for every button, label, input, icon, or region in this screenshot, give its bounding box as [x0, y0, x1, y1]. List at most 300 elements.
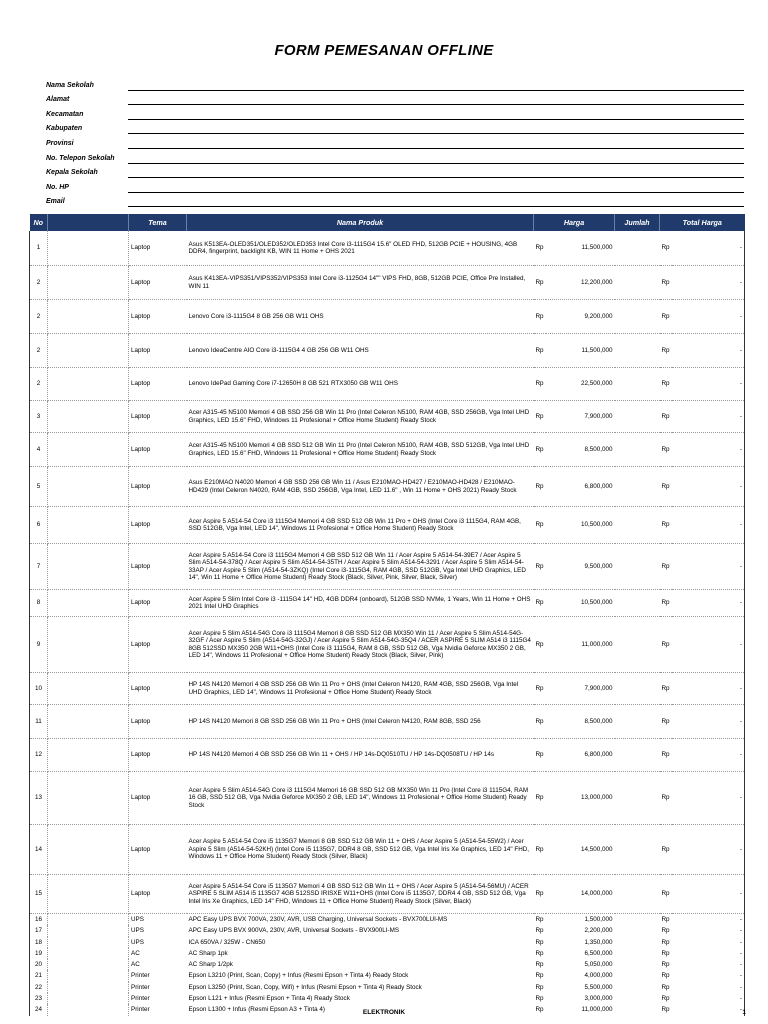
cell-tema: Laptop [129, 334, 187, 368]
cell-total-harga: - [672, 705, 745, 739]
cell-no: 13 [30, 772, 48, 825]
cell-total-harga: - [672, 970, 745, 981]
cell-no: 17 [30, 925, 48, 936]
cell-blank [48, 914, 129, 926]
cell-jumlah[interactable] [615, 368, 660, 401]
cell-blank [48, 739, 129, 772]
info-field-row [46, 120, 744, 135]
cell-blank [48, 875, 129, 914]
col-header-blank [48, 214, 129, 231]
table-row [30, 334, 745, 368]
cell-no: 10 [30, 673, 48, 705]
info-field-row [46, 76, 744, 91]
footer-page-number: 1 [742, 1009, 746, 1016]
cell-total-harga: - [672, 231, 745, 266]
cell-nama-produk: APC Easy UPS BVX 900VA, 230V, AVR, Universal Sockets - BVX900LI-MS [188, 927, 400, 935]
cell-total-currency: Rp [660, 875, 672, 914]
cell-no: 21 [30, 970, 48, 981]
cell-jumlah[interactable] [615, 673, 660, 705]
col-header-nama-produk: Nama Produk [187, 214, 534, 231]
cell-nama-produk: Acer Aspire 5 Slim A514-54G Core i3 1115G4 Memori 16 GB SSD 512 GB MX350 Win 11 Pro (Intel Core i3 1115G4, RAM 16 GB, SSD 512 GB, Vga Nvidia Geforce MX350 2 GB, LED 14", Windows 11 Profesional + Office Home Student) Ready Stock [187, 772, 534, 825]
cell-total-harga: - [672, 925, 745, 936]
info-field-row [46, 134, 744, 149]
cell-blank [48, 300, 129, 334]
cell-no: 2 [30, 368, 48, 401]
cell-jumlah[interactable] [615, 507, 660, 544]
cell-total-currency: Rp [661, 983, 670, 991]
cell-no: 18 [30, 937, 48, 948]
cell-harga: 11,500,000 [546, 231, 615, 266]
cell-total-harga: - [672, 368, 745, 401]
info-field-label: Alamat [46, 96, 70, 104]
cell-harga: 6,500,000 [584, 949, 613, 957]
table-row [30, 544, 745, 590]
cell-jumlah[interactable] [615, 937, 660, 948]
cell-tema: Laptop [129, 433, 187, 467]
cell-harga: 2,200,000 [584, 927, 613, 935]
table-row [30, 231, 745, 266]
cell-harga-currency: Rp [534, 544, 546, 590]
cell-total-currency: Rp [660, 673, 672, 705]
cell-total-currency: Rp [660, 433, 672, 467]
info-field-row [46, 178, 744, 193]
cell-jumlah[interactable] [615, 959, 660, 970]
cell-no: 9 [30, 617, 48, 673]
cell-blank [48, 544, 129, 590]
cell-jumlah[interactable] [615, 334, 660, 368]
cell-jumlah[interactable] [615, 772, 660, 825]
cell-tema: Laptop [129, 266, 187, 300]
cell-jumlah[interactable] [615, 914, 660, 926]
cell-tema: Printer [131, 983, 150, 991]
table-row [30, 993, 745, 1004]
cell-no: 8 [30, 590, 48, 617]
cell-tema: UPS [131, 915, 144, 923]
info-field-label: Kecamatan [46, 110, 84, 118]
cell-no: 4 [30, 433, 48, 467]
cell-harga: 4,000,000 [584, 972, 613, 980]
cell-tema: Laptop [129, 507, 187, 544]
cell-blank [48, 266, 129, 300]
cell-nama-produk: Asus K413EA-VIPS351/VIPS352/VIPS353 Intel Core i3-1125G4 14"" VIPS FHD, 8GB, 512GB PCIE, Office Pre Installed, WIN 11 [187, 266, 534, 300]
cell-blank [48, 993, 129, 1004]
cell-no: 24 [30, 1004, 48, 1015]
cell-blank [48, 590, 129, 617]
cell-harga: 9,500,000 [546, 544, 615, 590]
cell-harga-currency: Rp [534, 825, 546, 875]
cell-total-currency: Rp [661, 927, 670, 935]
table-row [30, 266, 745, 300]
cell-total-currency: Rp [660, 368, 672, 401]
cell-tema: Laptop [129, 825, 187, 875]
cell-total-harga: - [672, 875, 745, 914]
cell-harga-currency: Rp [535, 961, 544, 969]
cell-tema: Laptop [129, 231, 187, 266]
cell-blank [48, 825, 129, 875]
cell-tema: Printer [131, 1006, 150, 1014]
table-row [30, 507, 745, 544]
cell-nama-produk: APC Easy UPS BVX 700VA, 230V, AVR, USB Charging, Universal Sockets - BVX700LUI-MS [188, 915, 448, 923]
cell-nama-produk: AC Sharp 1/2pk [188, 961, 233, 969]
cell-blank [48, 982, 129, 993]
cell-harga-currency: Rp [534, 368, 546, 401]
cell-harga: 11,000,000 [581, 1006, 613, 1014]
cell-no: 14 [30, 825, 48, 875]
info-field-label: Kabupaten [46, 125, 83, 133]
col-header-tema: Tema [129, 214, 187, 231]
cell-harga-currency: Rp [535, 983, 544, 991]
col-header-no: No [30, 214, 48, 231]
cell-no: 12 [30, 739, 48, 772]
cell-total-currency: Rp [660, 705, 672, 739]
table-row [30, 401, 745, 433]
cell-tema: Laptop [129, 300, 187, 334]
cell-tema: Laptop [129, 772, 187, 825]
cell-total-currency: Rp [660, 507, 672, 544]
cell-total-currency: Rp [660, 825, 672, 875]
info-field-line[interactable] [128, 139, 744, 149]
cell-blank [48, 959, 129, 970]
cell-tema: Laptop [129, 590, 187, 617]
cell-harga: 8,500,000 [546, 705, 615, 739]
page-title: FORM PEMESANAN OFFLINE [274, 42, 494, 59]
cell-harga: 22,500,000 [546, 368, 615, 401]
cell-total-currency: Rp [661, 938, 670, 946]
cell-harga-currency: Rp [534, 772, 546, 825]
cell-blank [48, 507, 129, 544]
table-row [30, 705, 745, 739]
cell-total-currency: Rp [660, 590, 672, 617]
info-field-line[interactable] [128, 183, 744, 193]
school-info-block [46, 76, 744, 207]
cell-harga-currency: Rp [535, 972, 544, 980]
cell-harga-currency: Rp [534, 875, 546, 914]
cell-blank [48, 231, 129, 266]
cell-blank [48, 673, 129, 705]
cell-harga: 14,000,000 [546, 875, 615, 914]
cell-no: 2 [30, 300, 48, 334]
cell-harga-currency: Rp [534, 673, 546, 705]
cell-total-harga: - [672, 433, 745, 467]
cell-total-currency: Rp [660, 401, 672, 433]
table-row [30, 970, 745, 981]
cell-tema: Laptop [129, 673, 187, 705]
cell-nama-produk: Asus K513EA-OLED351/OLED352/OLED353 Intel Core i3-1115G4 15.6" OLED FHD, 512GB PCIE + HOUSING, 4GB DDR4, fingerprint, backlight KB, WIN 11 Home + OHS 2021 [187, 231, 534, 266]
table-header-row [30, 214, 745, 231]
cell-total-currency: Rp [661, 995, 670, 1003]
cell-harga-currency: Rp [534, 739, 546, 772]
info-field-label: Provinsi [46, 139, 74, 147]
cell-harga-currency: Rp [534, 266, 546, 300]
cell-harga: 6,800,000 [546, 739, 615, 772]
cell-harga-currency: Rp [534, 231, 546, 266]
cell-nama-produk: Lenovo IdePad Gaming Core i7-12650H 8 GB 521 RTX3050 GB W11 OHS [187, 368, 534, 401]
cell-tema: Laptop [129, 705, 187, 739]
cell-nama-produk: Epson L1300 + Infus (Resmi Epson A3 + Tinta 4) [188, 1006, 326, 1014]
cell-blank [48, 334, 129, 368]
cell-nama-produk: Acer Aspire 5 A514-54 Core i3 1115G4 Memori 4 GB SSD 512 GB Win 11 / Acer Aspire 5 A514-54-39E7 / Acer Aspire 5 Slim A514-54-378Q / Acer Aspire 5 Slim A514-54-35TH / Acer Aspire 5 Slim A514-54-3291 / Acer Aspire 5 Slim A514-54-33AP / Acer Aspire 5 Slim (A514-54-3ZKQ) (Intel Core i3-1115G4, RAM 4GB, SSD 512GB, Vga Intel UHD Graphics, LED 14", Win 11 Home + Office Home Student) Ready Stock (Black, Silver, Pink, Silver, Black, Silver) [187, 544, 534, 590]
cell-harga: 11,000,000 [546, 617, 615, 673]
cell-harga: 7,900,000 [546, 673, 615, 705]
cell-no: 11 [30, 705, 48, 739]
cell-tema: AC [131, 949, 140, 957]
info-field-line[interactable] [128, 95, 744, 105]
cell-blank [48, 772, 129, 825]
table-row [30, 368, 745, 401]
cell-jumlah[interactable] [615, 705, 660, 739]
cell-harga: 1,500,000 [584, 915, 613, 923]
table-row [30, 925, 745, 936]
cell-jumlah[interactable] [615, 401, 660, 433]
cell-total-harga: - [672, 401, 745, 433]
cell-nama-produk: Epson L121 + Infus (Resmi Epson + Tinta 4) Ready Stock [188, 995, 350, 1003]
cell-nama-produk: Acer Aspire 5 Slim A514-54G Core i3 1115G4 Memori 8 GB SSD 512 GB MX350 Win 11 / Acer Aspire 5 Slim A514-54G-32GF / Acer Aspire 5 Slim (A514-54G-32GJ) / Acer Aspire 5 Slim A514-54G-35Q4 / ACER ASPIRE 5 SLIM A514 i3 1115G4 8GB 512SSD MX350 2GB W11+OHS (Intel Core i3 1115G4, RAM 8 GB, SSD 512 GB, Vga Nvidia Geforce MX350 2 GB, LED 14", Windows 11 Profesional + Office Home Student) Ready Stock (Black, Silver, Pink) [187, 617, 534, 673]
cell-blank [48, 368, 129, 401]
cell-harga-currency: Rp [535, 927, 544, 935]
cell-harga: 8,500,000 [546, 433, 615, 467]
cell-nama-produk: Acer Aspire 5 A514-54 Core i5 1135G7 Memori 8 GB SSD 512 GB Win 11 + OHS / Acer Aspire 5 (A514-54-55W2) / Acer Aspire 5 Slim (A514-54-52KH) (Intel Core i5 1135G7, DDR4 8 GB, SSD 512 GB, Vga Intel Iris Xe Graphics, LED 14" FHD, Windows 11 + Office Home Student) Ready Stock (Silver, Black) [187, 825, 534, 875]
info-field-line[interactable] [128, 197, 744, 207]
cell-total-currency: Rp [660, 739, 672, 772]
cell-jumlah[interactable] [615, 231, 660, 266]
cell-harga: 6,800,000 [546, 467, 615, 507]
table-row [30, 937, 745, 948]
cell-total-harga: - [672, 937, 745, 948]
cell-jumlah[interactable] [615, 300, 660, 334]
cell-blank [48, 617, 129, 673]
cell-total-currency: Rp [660, 617, 672, 673]
table-row [30, 982, 745, 993]
cell-harga: 12,200,000 [546, 266, 615, 300]
info-field-line[interactable] [128, 154, 744, 164]
cell-no: 2 [30, 334, 48, 368]
cell-no: 23 [30, 993, 48, 1004]
info-field-label: Nama Sekolah [46, 81, 94, 89]
cell-total-currency: Rp [660, 467, 672, 507]
cell-jumlah[interactable] [615, 266, 660, 300]
cell-total-harga: - [672, 467, 745, 507]
cell-harga: 9,200,000 [546, 300, 615, 334]
cell-jumlah[interactable] [615, 739, 660, 772]
info-field-row [46, 149, 744, 164]
cell-no: 19 [30, 948, 48, 959]
cell-no: 7 [30, 544, 48, 590]
cell-total-currency: Rp [660, 231, 672, 266]
cell-harga-currency: Rp [534, 507, 546, 544]
footer-section-label: ELEKTRONIK [362, 1009, 406, 1016]
info-field-line[interactable] [128, 81, 744, 91]
table-row [30, 467, 745, 507]
cell-harga: 7,900,000 [546, 401, 615, 433]
cell-total-harga: - [672, 300, 745, 334]
cell-tema: Laptop [129, 368, 187, 401]
cell-tema: Laptop [129, 467, 187, 507]
cell-jumlah[interactable] [615, 467, 660, 507]
cell-jumlah[interactable] [615, 993, 660, 1004]
cell-tema: Printer [131, 995, 150, 1003]
cell-total-harga: - [672, 825, 745, 875]
info-field-row [46, 105, 744, 120]
cell-nama-produk: HP 14S N4120 Memori 4 GB SSD 256 GB Win 11 + OHS / HP 14s-DQ0510TU / HP 14s-DQ0508TU / HP 14s [187, 739, 534, 772]
cell-harga: 13,000,000 [546, 772, 615, 825]
cell-total-currency: Rp [661, 1006, 670, 1014]
cell-total-harga: - [672, 993, 745, 1004]
cell-nama-produk: Epson L3210 (Print, Scan, Copy) + Infus (Resmi Epson + Tinta 4) Ready Stock [188, 972, 409, 980]
cell-total-currency: Rp [660, 334, 672, 368]
cell-tema: AC [131, 961, 140, 969]
cell-tema: Laptop [129, 401, 187, 433]
cell-nama-produk: ICA 650VA / 325W - CN650 [188, 938, 266, 946]
cell-harga-currency: Rp [534, 467, 546, 507]
table-row [30, 959, 745, 970]
cell-total-harga: - [672, 772, 745, 825]
cell-total-harga: - [672, 673, 745, 705]
info-field-row [46, 91, 744, 106]
cell-harga: 5,050,000 [584, 961, 613, 969]
cell-harga: 14,500,000 [546, 825, 615, 875]
info-field-label: Kepala Sekolah [46, 169, 98, 177]
cell-blank [48, 948, 129, 959]
cell-harga-currency: Rp [534, 590, 546, 617]
cell-no: 22 [30, 982, 48, 993]
table-row [30, 875, 745, 914]
table-row [30, 590, 745, 617]
cell-nama-produk: Lenovo Core i3-1115G4 8 GB 256 GB W11 OHS [187, 300, 534, 334]
cell-no: 16 [30, 914, 48, 926]
cell-jumlah[interactable] [615, 948, 660, 959]
cell-harga-currency: Rp [534, 433, 546, 467]
cell-harga-currency: Rp [535, 995, 544, 1003]
cell-total-harga: - [672, 914, 745, 926]
table-row [30, 914, 745, 926]
info-field-line[interactable] [128, 110, 744, 120]
order-table-body [30, 231, 745, 1016]
cell-nama-produk: Acer A315-45 N5100 Memori 4 GB SSD 256 GB Win 11 Pro (Intel Celeron N5100, RAM 4GB, SSD 256GB, Vga Intel UHD Graphics, LED 15.6" FHD, Windows 11 Profesional + Office Home Student) Ready Stock [187, 401, 534, 433]
cell-jumlah[interactable] [615, 825, 660, 875]
cell-no: 2 [30, 266, 48, 300]
cell-blank [48, 467, 129, 507]
cell-blank [48, 433, 129, 467]
cell-harga-currency: Rp [535, 938, 544, 946]
cell-jumlah[interactable] [615, 544, 660, 590]
cell-harga-currency: Rp [535, 949, 544, 957]
cell-no: 20 [30, 959, 48, 970]
table-row [30, 948, 745, 959]
cell-total-currency: Rp [660, 544, 672, 590]
cell-total-currency: Rp [661, 972, 670, 980]
cell-harga-currency: Rp [534, 334, 546, 368]
info-field-line[interactable] [128, 168, 744, 178]
cell-jumlah[interactable] [615, 617, 660, 673]
cell-nama-produk: Epson L3250 (Print, Scan, Copy, Wifi) + Infus (Resmi Epson + Tinta 4) Ready Stock [188, 983, 422, 991]
cell-tema: Laptop [129, 739, 187, 772]
info-field-line[interactable] [128, 124, 744, 134]
cell-nama-produk: Lenovo IdeaCentre AIO Core i3-1115G4 4 GB 256 GB W11 OHS [187, 334, 534, 368]
table-row [30, 825, 745, 875]
cell-nama-produk: HP 14S N4120 Memori 8 GB SSD 256 GB Win 11 Pro + OHS (Intel Celeron N4120, RAM 8GB, SSD 256 [187, 705, 534, 739]
table-row [30, 772, 745, 825]
cell-total-harga: - [672, 334, 745, 368]
cell-total-harga: - [672, 739, 745, 772]
cell-harga: 5,500,000 [584, 983, 613, 991]
cell-harga: 11,500,000 [546, 334, 615, 368]
cell-no: 1 [30, 231, 48, 266]
cell-tema: UPS [131, 927, 144, 935]
info-field-label: No. Telepon Sekolah [46, 154, 115, 162]
table-row [30, 300, 745, 334]
table-row [30, 673, 745, 705]
cell-no: 6 [30, 507, 48, 544]
info-field-label: Email [46, 198, 65, 206]
cell-tema: Laptop [129, 617, 187, 673]
cell-jumlah[interactable] [615, 970, 660, 981]
cell-jumlah[interactable] [615, 433, 660, 467]
cell-nama-produk: Asus E210MAO N4020 Memori 4 GB SSD 256 GB Win 11 / Asus E210MAO-HD427 / E210MAO-HD428 / E210MAO-HD429 (Intel Celeron N4020, RAM 4GB, SSD 256GB, Vga Intel, LED 11.6" , Win 11 Home + OHS 2021) Ready Stock [187, 467, 534, 507]
cell-no: 3 [30, 401, 48, 433]
cell-total-harga: - [672, 590, 745, 617]
table-row [30, 433, 745, 467]
cell-nama-produk: AC Sharp 1pk [188, 949, 228, 957]
cell-nama-produk: Acer Aspire 5 A514-54 Core i5 1135G7 Memori 4 GB SSD 512 GB Win 11 + OHS / Acer Aspire 5 (A514-54-56MU) / ACER ASPIRE 5 SLIM A514 i5 1135G7 4GB 512SSD IRISXE W11+OHS (Intel Core i5 1135G7, DDR4 4 GB, SSD 512 GB, Vga Intel Iris Xe Graphics, LED 14" FHD, Windows 11 + Office Home Student) Ready Stock (Silver, Black) [187, 875, 534, 914]
cell-harga: 1,350,000 [584, 938, 613, 946]
cell-total-currency: Rp [661, 915, 670, 923]
cell-nama-produk: HP 14S N4120 Memori 4 GB SSD 256 GB Win 11 Pro + OHS (Intel Celeron N4120, RAM 4GB, SSD 256GB, Vga Intel UHD Graphics, LED 14", Windows 11 Profesional + Office Home Student) Ready Stock [187, 673, 534, 705]
cell-jumlah[interactable] [615, 590, 660, 617]
cell-total-currency: Rp [661, 949, 670, 957]
cell-harga-currency: Rp [534, 617, 546, 673]
order-table [29, 214, 745, 1016]
cell-total-harga: - [672, 1004, 745, 1015]
info-field-row [46, 164, 744, 179]
cell-harga-currency: Rp [534, 705, 546, 739]
cell-nama-produk: Acer Aspire 5 A514-54 Core i3 1115G4 Memori 4 GB SSD 512 GB Win 11 Pro + OHS (Intel Core i3 1115G4, RAM 4GB, SSD 512GB, Vga Intel, LED 14", Windows 11 Profesional + Office Home Student) Ready Stock [187, 507, 534, 544]
cell-harga: 10,500,000 [546, 507, 615, 544]
cell-total-harga: - [672, 507, 745, 544]
col-header-jumlah: Jumlah [615, 214, 660, 231]
cell-harga-currency: Rp [534, 401, 546, 433]
col-header-total-harga: Total Harga [660, 214, 745, 231]
cell-total-harga: - [672, 544, 745, 590]
col-header-harga: Harga [534, 214, 615, 231]
cell-total-harga: - [672, 982, 745, 993]
cell-total-harga: - [672, 948, 745, 959]
info-field-row [46, 193, 744, 208]
cell-no: 5 [30, 467, 48, 507]
table-row [30, 739, 745, 772]
cell-jumlah[interactable] [615, 875, 660, 914]
cell-harga: 10,500,000 [546, 590, 615, 617]
cell-jumlah[interactable] [615, 982, 660, 993]
cell-harga-currency: Rp [534, 300, 546, 334]
cell-tema: Laptop [129, 875, 187, 914]
cell-tema: Printer [131, 972, 150, 980]
cell-blank [48, 970, 129, 981]
cell-total-currency: Rp [660, 300, 672, 334]
cell-total-harga: - [672, 959, 745, 970]
cell-blank [48, 705, 129, 739]
cell-total-harga: - [672, 617, 745, 673]
cell-total-currency: Rp [660, 772, 672, 825]
cell-tema: UPS [131, 938, 144, 946]
cell-total-currency: Rp [660, 266, 672, 300]
cell-blank [48, 401, 129, 433]
cell-jumlah[interactable] [615, 925, 660, 936]
cell-blank [48, 925, 129, 936]
table-row [30, 617, 745, 673]
cell-harga: 3,000,000 [584, 995, 613, 1003]
cell-total-harga: - [672, 266, 745, 300]
cell-nama-produk: Acer Aspire 5 Slim Intel Core i3 -1115G4 14" HD, 4GB DDR4 (onboard), 512GB SSD NVMe, 1 Years, Win 11 Home + OHS 2021 Intel UHD Graphics [187, 590, 534, 617]
